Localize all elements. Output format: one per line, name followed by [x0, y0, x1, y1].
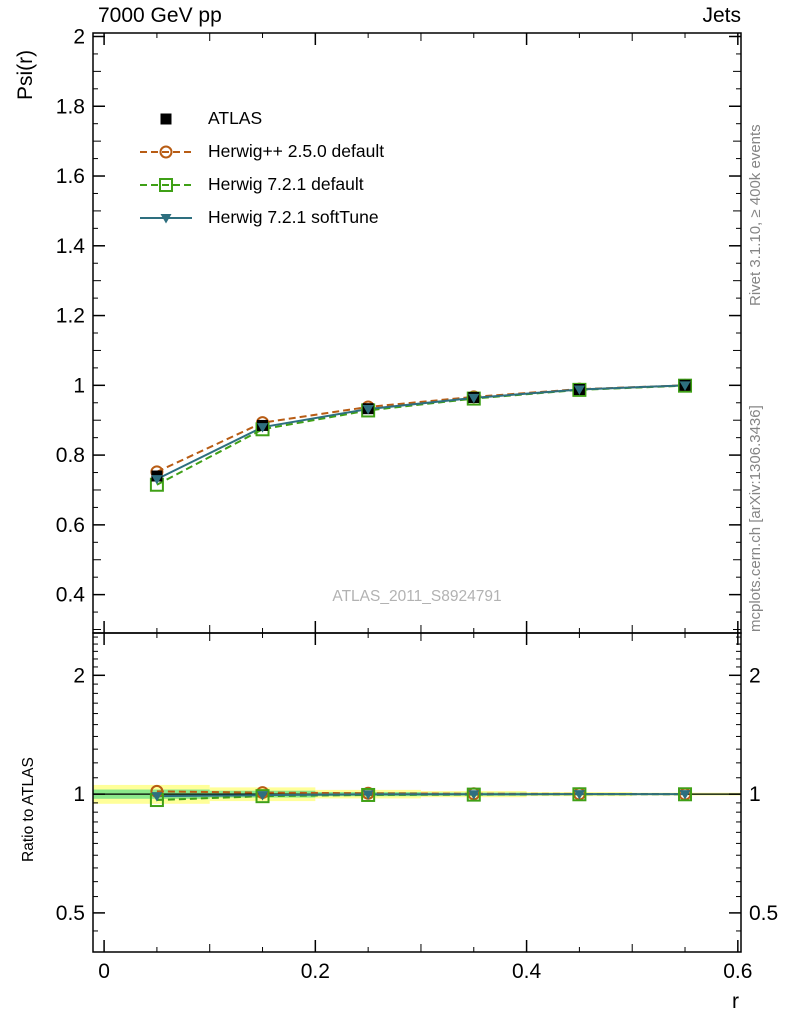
- svg-text:1: 1: [749, 783, 761, 807]
- svg-text:0.6: 0.6: [55, 513, 85, 537]
- legend-marker-triangle-down-filled: [138, 207, 194, 229]
- svg-text:2: 2: [73, 664, 85, 688]
- svg-text:2: 2: [73, 25, 85, 49]
- legend-entry-2: [138, 168, 384, 201]
- svg-text:0.4: 0.4: [511, 960, 542, 983]
- svg-text:2: 2: [749, 664, 761, 688]
- main-y-axis-label: Psi(r): [14, 49, 37, 100]
- legend-entry-1: [138, 135, 384, 168]
- beam-energy-title: 7000 GeV pp: [98, 4, 222, 27]
- svg-text:0: 0: [98, 960, 110, 983]
- observable-title: Jets: [702, 4, 741, 27]
- legend-label: Herwig 7.2.1 softTune: [208, 207, 379, 227]
- legend-label: Herwig++ 2.5.0 default: [208, 141, 385, 161]
- analysis-watermark: ATLAS_2011_S8924791: [332, 588, 502, 605]
- legend-marker-square-open: [138, 174, 194, 196]
- svg-text:0.5: 0.5: [55, 901, 85, 925]
- ratio-y-axis-label: Ratio to ATLAS: [20, 757, 37, 862]
- svg-text:0.2: 0.2: [300, 960, 330, 983]
- svg-text:0.6: 0.6: [723, 960, 753, 983]
- svg-text:1.4: 1.4: [55, 234, 85, 258]
- main-panel-series: [151, 380, 691, 491]
- svg-text:1.2: 1.2: [55, 304, 85, 328]
- svg-text:0.8: 0.8: [55, 444, 85, 468]
- legend-entry-0: [138, 102, 384, 135]
- legend-label: ATLAS: [208, 108, 263, 128]
- mcplots-arxiv-note: mcplots.cern.ch [arXiv:1306.3436]: [747, 405, 764, 632]
- svg-text:0.4: 0.4: [55, 583, 85, 607]
- rivet-version-note: Rivet 3.1.10, ≥ 400k events: [747, 124, 764, 306]
- svg-text:1: 1: [73, 783, 85, 807]
- svg-text:1: 1: [73, 374, 85, 398]
- legend: [138, 102, 384, 234]
- svg-text:1.6: 1.6: [55, 165, 85, 189]
- svg-text:0.5: 0.5: [749, 901, 779, 925]
- legend-marker-square-filled: [138, 108, 194, 130]
- x-axis-label: r: [732, 990, 739, 1013]
- legend-marker-circle-open: [138, 141, 194, 163]
- legend-label: Herwig 7.2.1 default: [208, 174, 364, 194]
- svg-text:1.8: 1.8: [55, 95, 85, 119]
- legend-entry-3: [138, 201, 384, 234]
